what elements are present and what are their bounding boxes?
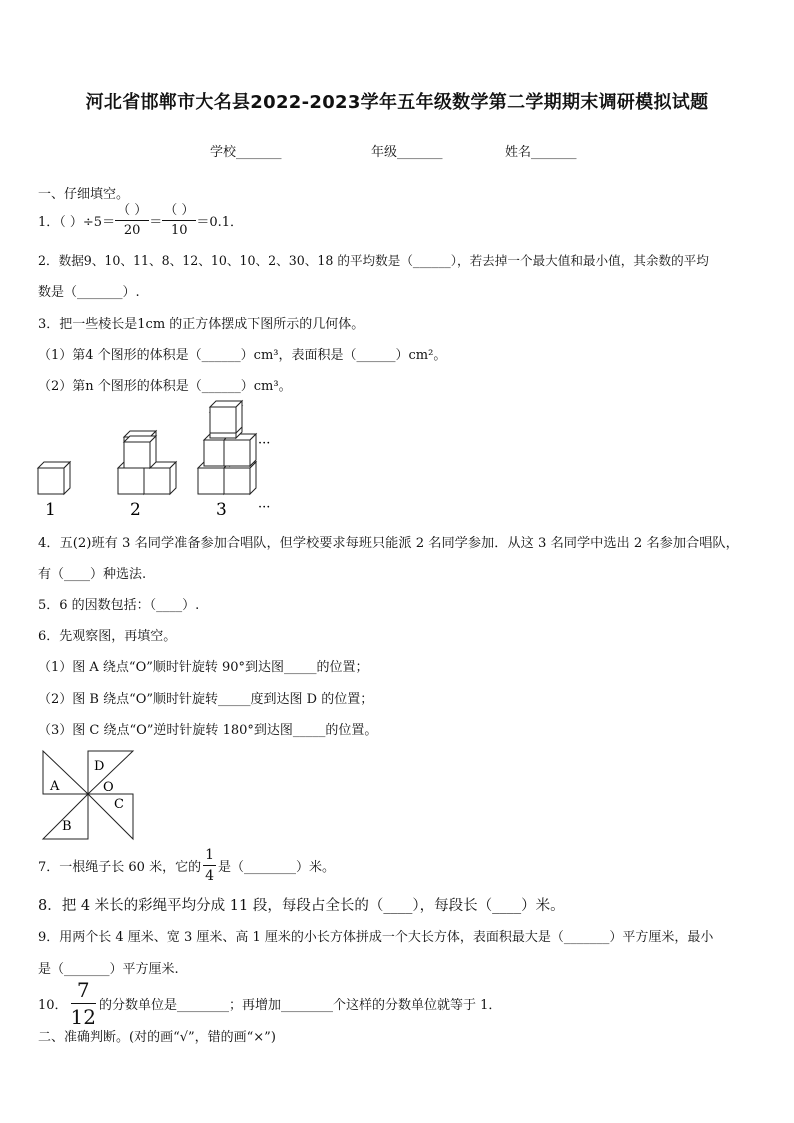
figure-label: 1: [45, 500, 56, 520]
q1-text-b: ＝0.1．: [196, 215, 244, 230]
q1-text-a: 1．（ ）÷5＝: [38, 215, 116, 230]
fraction-numerator: （ ）: [162, 204, 196, 221]
page-title: 河北省邯郸市大名县2022-2023学年五年级数学第二学期期末调研模拟试题: [85, 92, 709, 113]
question-2-line1: 2．数据9、10、11、8、12、10、10、2、30、18 的平均数是（______），若去掉一个最大值和最小值，其余数的平均: [38, 253, 709, 268]
fraction-numerator: （ ）: [115, 204, 149, 221]
question-7: [38, 848, 335, 883]
question-4-line1: 4．五(2)班有 3 名同学准备参加合唱队，但学校要求每班只能派 2 名同学参加．从这 3 名同学中选出 2 名参加合唱队，: [38, 536, 739, 551]
figure-label-c: C: [114, 797, 124, 812]
q10-text-a: 10．: [38, 998, 68, 1013]
question-6-line4: （3）图 C 绕点“O”逆时针旋转 180°到达图_____的位置。: [38, 723, 378, 738]
figure-label-a: A: [50, 779, 60, 794]
center-point-o: O: [103, 780, 114, 795]
q7-text-a: 7．一根绳子长 60 米，它的: [38, 860, 202, 875]
fraction: [115, 204, 149, 237]
fraction-denominator: 20: [123, 223, 141, 238]
question-1: [38, 204, 243, 237]
name-field: 姓名_______: [505, 145, 577, 160]
school-field: 学校_______: [210, 145, 282, 160]
question-5: 5．6 的因数包括：（____）.: [38, 598, 200, 613]
figure-label-b: B: [62, 819, 72, 834]
question-10: [38, 980, 501, 1027]
question-9-line1: 9．用两个长 4 厘米、宽 3 厘米、高 1 厘米的小长方体拼成一个大长方体，表面积最大是（_______）平方厘米，最小: [38, 930, 714, 945]
q1-equals: ＝: [149, 215, 163, 230]
fraction: [203, 848, 216, 883]
question-3-line1: 3．把一些棱长是1cm 的正方体摆成下图所示的几何体。: [38, 317, 365, 332]
fraction-denominator: 10: [171, 223, 188, 238]
question-9-line2: 是（_______）平方厘米.: [38, 962, 179, 977]
question-6-line2: （1）图 A 绕点“O”顺时针旋转 90°到达图_____的位置；: [38, 660, 369, 675]
fraction: [162, 204, 196, 237]
fraction-denominator: 12: [70, 1005, 96, 1029]
q10-text-b: 的分数单位是________；再增加________个这样的分数单位就等于 1．: [99, 998, 502, 1013]
grade-field: 年级_______: [371, 145, 443, 160]
question-6-line3: （2）图 B 绕点“O”顺时针旋转_____度到达图 D 的位置；: [38, 692, 374, 707]
section-heading: 一、仔细填空。: [38, 187, 130, 202]
continuation-dots: ···: [258, 436, 271, 451]
question-2-line2: 数是（_______）.: [38, 285, 140, 300]
fraction: [71, 980, 96, 1027]
figure-label-d: D: [94, 759, 105, 774]
section-heading: 二、准确判断。(对的画“√”，错的画“×”): [38, 1030, 276, 1045]
q7-text-b: 是（________）米。: [218, 860, 336, 875]
figure-label: 3: [216, 500, 227, 520]
fraction-numerator: 7: [71, 980, 96, 1004]
cube-stack-figure: [30, 398, 290, 524]
question-3-line3: （2）第n 个图形的体积是（______）cm³。: [38, 379, 292, 394]
question-3-line2: （1）第4 个图形的体积是（______）cm³，表面积是（______）cm²。: [38, 348, 447, 363]
question-8: 8．把 4 米长的彩绳平均分成 11 段，每段占全长的（____），每段长（____）米。: [38, 898, 565, 914]
continuation-dots: ···: [258, 500, 271, 515]
fraction-numerator: 1: [203, 848, 216, 866]
figure-label: 2: [130, 500, 141, 520]
fraction-denominator: 4: [205, 868, 214, 884]
pinwheel-figure: [40, 748, 140, 844]
question-4-line2: 有（____）种选法.: [38, 567, 147, 582]
question-6-line1: 6．先观察图，再填空。: [38, 629, 177, 644]
